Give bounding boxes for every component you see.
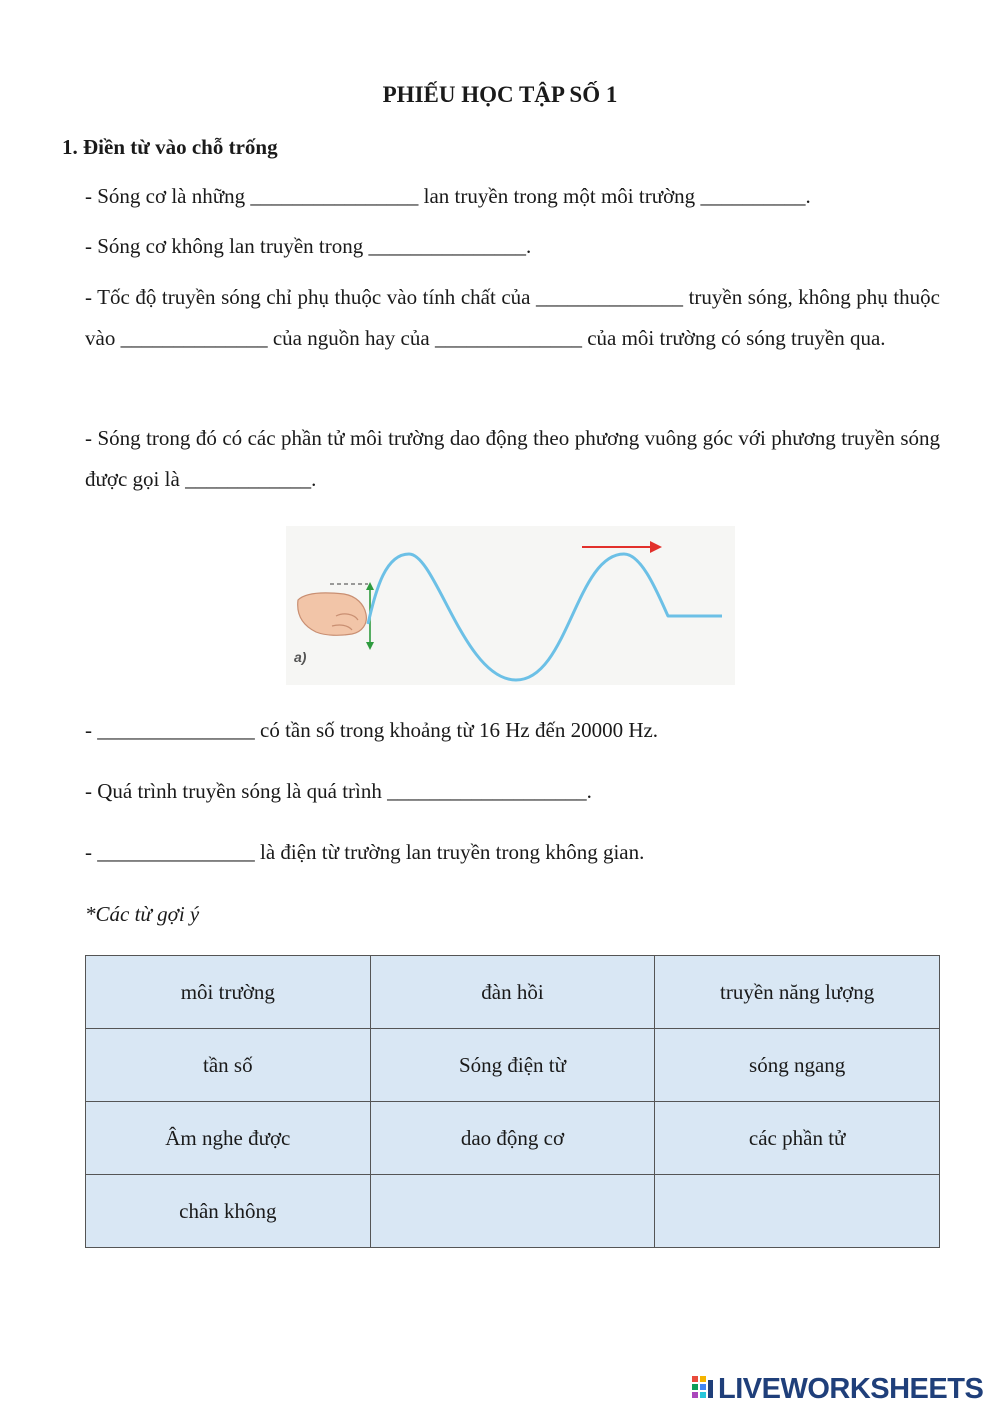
sentence-5 xyxy=(85,718,658,743)
sentence-text: . xyxy=(586,779,592,803)
sentence-text: . xyxy=(805,184,811,208)
sentence-text: có tần số trong khoảng từ 16 Hz đến 20000 Hz. xyxy=(254,718,659,742)
sentence-3 xyxy=(85,277,940,358)
blank-9[interactable]: ___________________ xyxy=(387,779,587,803)
sentence-text: - Sóng cơ không lan truyền trong xyxy=(85,234,369,258)
sentence-text: - Sóng cơ là những xyxy=(85,184,251,208)
propagation-arrow xyxy=(582,541,662,553)
word-cell: chân không xyxy=(86,1175,371,1248)
blank-1[interactable]: ________________ xyxy=(250,184,419,208)
blank-6[interactable]: ______________ xyxy=(434,325,582,350)
sentence-text: - Tốc độ truyền sóng chỉ phụ thuộc vào tính chất của xyxy=(85,285,537,309)
word-cell-empty xyxy=(370,1175,655,1248)
word-cell: đàn hồi xyxy=(370,956,655,1029)
table-row xyxy=(86,1102,940,1175)
table-row xyxy=(86,1029,940,1102)
table-row xyxy=(86,1175,940,1248)
sentence-text: - xyxy=(85,840,98,864)
hand-illustration xyxy=(298,593,367,635)
sentence-7 xyxy=(85,840,644,865)
sentence-text: - Quá trình truyền sóng là quá trình xyxy=(85,779,388,803)
blank-5[interactable]: ______________ xyxy=(120,325,268,350)
page-title: PHIẾU HỌC TẬP SỐ 1 xyxy=(382,82,618,107)
blank-10[interactable]: _______________ xyxy=(97,840,255,864)
section-heading: 1. Điền từ vào chỗ trống xyxy=(62,135,278,159)
word-cell: môi trường xyxy=(86,956,371,1029)
sentence-text: của môi trường có sóng truyền qua. xyxy=(581,325,886,350)
word-cell: truyền năng lượng xyxy=(655,956,940,1029)
sentence-4 xyxy=(85,418,940,499)
word-cell: dao động cơ xyxy=(370,1102,655,1175)
wave-curve xyxy=(368,554,722,680)
sentence-text: . xyxy=(525,234,532,258)
blank-7[interactable]: ____________ xyxy=(185,466,312,491)
sentence-2 xyxy=(85,234,531,259)
sentence-text: của nguồn hay của xyxy=(267,325,435,350)
liveworksheets-logo-icon xyxy=(692,1376,714,1402)
blank-3[interactable]: _______________ xyxy=(368,234,526,258)
sentence-text: - xyxy=(85,718,98,742)
word-bank-table xyxy=(85,955,940,1248)
blank-8[interactable]: _______________ xyxy=(97,718,255,742)
transverse-wave-figure xyxy=(286,526,735,685)
figure-label: a) xyxy=(294,649,307,665)
brand-name: LIVEWORKSHEETS xyxy=(718,1372,984,1405)
word-cell: sóng ngang xyxy=(655,1029,940,1102)
word-cell: tần số xyxy=(86,1029,371,1102)
sentence-text: . xyxy=(311,466,317,491)
sentence-6 xyxy=(85,779,592,804)
brand-logo xyxy=(692,1372,983,1406)
sentence-1 xyxy=(85,184,811,209)
sentence-text: lan truyền trong một môi trường xyxy=(418,184,701,208)
hint-heading: *Các từ gợi ý xyxy=(85,902,200,926)
sentence-text: truyền sóng, không phụ thuộc vào xyxy=(85,285,940,350)
word-cell: Sóng điện từ xyxy=(370,1029,655,1102)
wave-illustration xyxy=(286,526,735,685)
sentence-text: - Sóng trong đó có các phần tử môi trường dao động theo phương vuông góc với phương truyền sóng được gọi là xyxy=(85,426,940,491)
sentence-text: là điện từ trường lan truyền trong không gian. xyxy=(254,840,645,864)
word-cell: Âm nghe được xyxy=(86,1102,371,1175)
blank-2[interactable]: __________ xyxy=(700,184,806,208)
word-cell-empty xyxy=(655,1175,940,1248)
table-row xyxy=(86,956,940,1029)
blank-4[interactable]: ______________ xyxy=(536,285,684,309)
word-cell: các phần tử xyxy=(655,1102,940,1175)
